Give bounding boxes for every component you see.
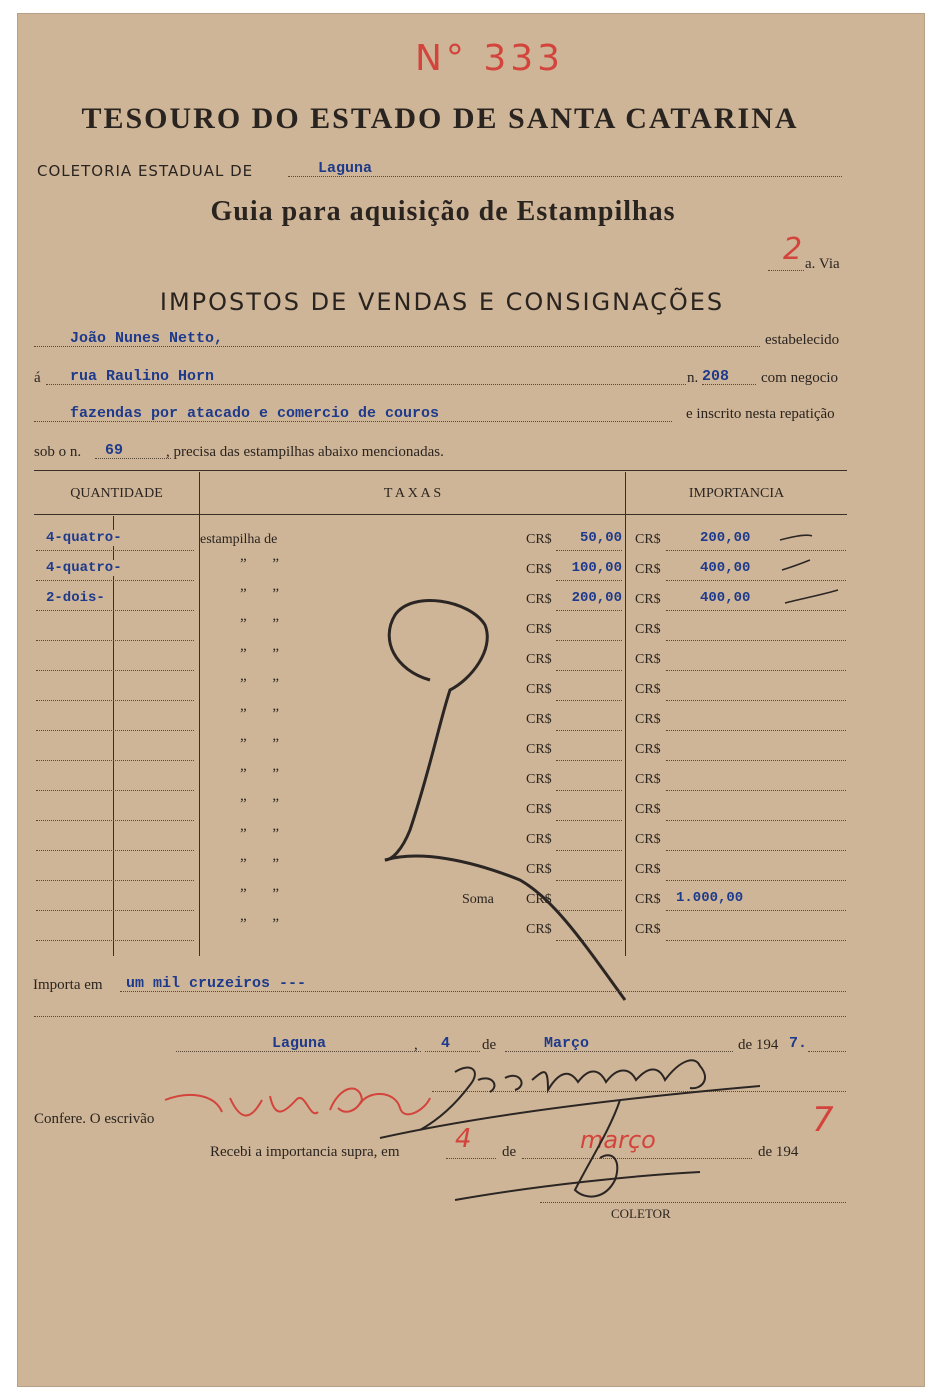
currency-label: CR$	[635, 892, 661, 907]
importa-value: um mil cruzeiros ---	[126, 975, 307, 992]
currency-label: CR$	[526, 832, 552, 847]
row-amount: 400,00	[700, 560, 751, 576]
ditto-marks: ” ”	[240, 766, 280, 782]
sob-label: sob o n.	[34, 444, 82, 460]
currency-label: CR$	[635, 532, 661, 547]
currency-label: CR$	[526, 772, 552, 787]
via-number: 2	[783, 232, 803, 267]
soma-label: Soma	[462, 892, 494, 907]
currency-label: CR$	[526, 742, 552, 757]
recebi-year-digit: 7	[812, 1100, 834, 1140]
currency-label: CR$	[526, 562, 552, 577]
ditto-marks: ” ”	[240, 796, 280, 812]
date-place: Laguna	[272, 1035, 327, 1052]
sob-number: 69	[105, 442, 124, 459]
inscrito-label: e inscrito nesta repatição	[686, 406, 835, 422]
currency-label: CR$	[526, 922, 552, 937]
date-day: 4	[441, 1035, 451, 1052]
currency-label: CR$	[526, 712, 552, 727]
document-title: TESOURO DO ESTADO DE SANTA CATARINA	[81, 102, 799, 135]
ditto-marks: ” ”	[240, 586, 280, 602]
currency-label: CR$	[635, 802, 661, 817]
currency-label: CR$	[635, 832, 661, 847]
via-label: a. Via	[805, 256, 840, 272]
precisa-text: , precisa das estampilhas abaixo mencionadas.	[166, 444, 444, 460]
ditto-marks: ” ”	[240, 916, 280, 932]
ditto-marks: ” ”	[240, 826, 280, 842]
address-number: 208	[702, 368, 730, 385]
row-amount: 1.000,00	[676, 890, 744, 906]
recebi-de: de	[502, 1144, 517, 1160]
ditto-marks: ” ”	[240, 706, 280, 722]
currency-label: CR$	[635, 922, 661, 937]
number-label: n.	[687, 370, 699, 386]
currency-label: CR$	[635, 862, 661, 877]
taxpayer-name: João Nunes Netto,	[70, 330, 224, 347]
document-subtitle: Guia para aquisição de Estampilhas	[210, 196, 676, 227]
ditto-marks: ” ”	[240, 556, 280, 572]
row-stamp-value: 100,00	[571, 560, 622, 576]
recebi-year-label: de 194	[758, 1144, 799, 1160]
date-year-label: de 194	[738, 1037, 779, 1053]
currency-label: CR$	[635, 592, 661, 607]
ditto-marks: ” ”	[240, 616, 280, 632]
escrivao-signature-red	[165, 1089, 430, 1116]
row-quantity: 4-quatro-	[46, 530, 122, 546]
recebi-label: Recebi a importancia supra, em	[210, 1144, 400, 1160]
currency-label: CR$	[526, 622, 552, 637]
address-value: rua Raulino Horn	[70, 368, 215, 385]
header-importancia: IMPORTANCIA	[688, 486, 785, 501]
coletoria-value: Laguna	[318, 160, 373, 177]
currency-label: CR$	[635, 682, 661, 697]
row-stamp-value: 200,00	[571, 590, 622, 606]
estampilha-label: estampilha de	[200, 532, 278, 547]
date-month: Março	[544, 1035, 590, 1052]
stamp-number: N° 333	[415, 38, 565, 79]
ditto-marks: ” ”	[240, 886, 280, 902]
coletoria-label: COLETORIA ESTADUAL DE	[37, 162, 254, 180]
negocio-label: com negocio	[761, 370, 839, 386]
currency-label: CR$	[526, 652, 552, 667]
row-amount: 200,00	[700, 530, 751, 546]
recebi-month: março	[580, 1126, 656, 1154]
header-taxas: T A X A S	[383, 486, 442, 501]
estabelecido-label: estabelecido	[765, 332, 840, 348]
header-quantidade: QUANTIDADE	[70, 486, 163, 501]
date-year-digit: 7.	[789, 1035, 808, 1052]
ditto-marks: ” ”	[240, 646, 280, 662]
currency-label: CR$	[526, 862, 552, 877]
date-de: de	[482, 1037, 497, 1053]
coletor-label: COLETOR	[611, 1206, 671, 1221]
ditto-marks: ” ”	[240, 736, 280, 752]
a-prefix: á	[34, 370, 41, 386]
confere-label: Confere. O escrivão	[34, 1111, 155, 1127]
currency-label: CR$	[526, 532, 552, 547]
currency-label: CR$	[635, 742, 661, 757]
ditto-marks: ” ”	[240, 676, 280, 692]
business-value: fazendas por atacado e comercio de couros	[70, 405, 440, 422]
currency-label: CR$	[635, 622, 661, 637]
currency-label: CR$	[635, 772, 661, 787]
currency-label: CR$	[635, 562, 661, 577]
currency-label: CR$	[635, 712, 661, 727]
section-title: IMPOSTOS DE VENDAS E CONSIGNAÇÕES	[159, 288, 725, 316]
row-amount: 400,00	[700, 590, 751, 606]
currency-label: CR$	[526, 802, 552, 817]
row-stamp-value: 50,00	[579, 530, 622, 546]
currency-label: CR$	[526, 682, 552, 697]
recebi-day: 4	[455, 1124, 472, 1154]
currency-label: CR$	[526, 592, 552, 607]
row-quantity: 4-quatro-	[46, 560, 122, 576]
currency-label: CR$	[635, 652, 661, 667]
ditto-marks: ” ”	[240, 856, 280, 872]
row-quantity: 2-dois-	[46, 590, 105, 606]
importa-label: Importa em	[33, 977, 103, 993]
currency-label: CR$	[526, 892, 552, 907]
coletor-signature	[380, 1060, 760, 1200]
